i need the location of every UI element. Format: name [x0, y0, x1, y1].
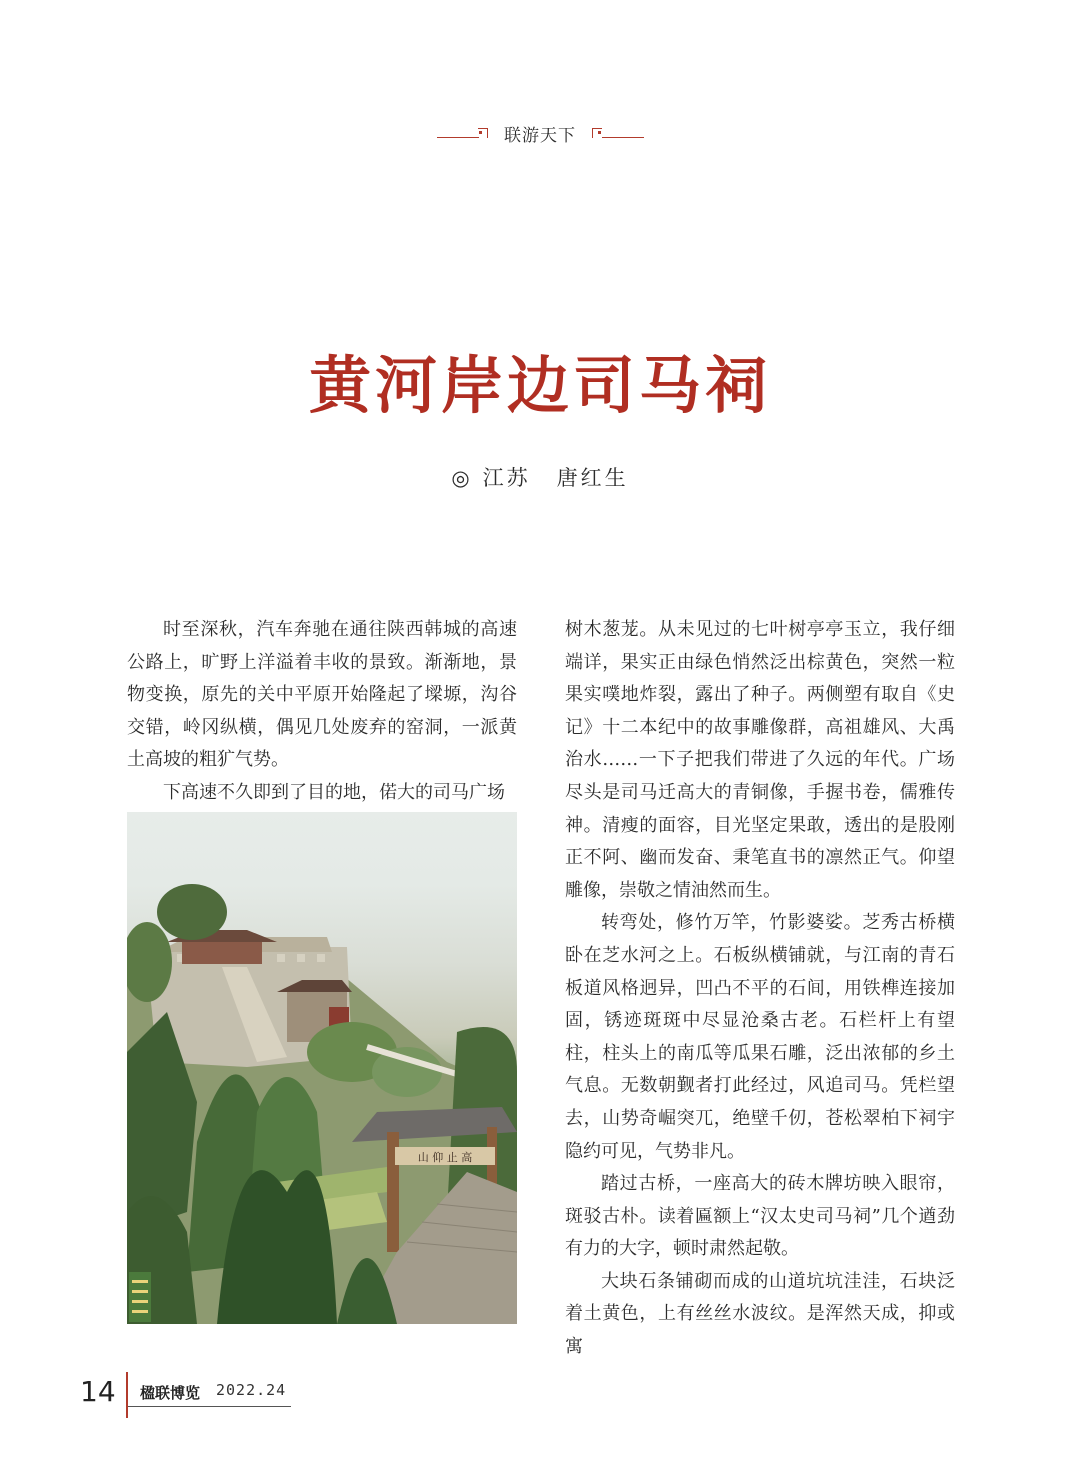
article-photo: [127, 812, 517, 1324]
section-header-left-ornament: [478, 128, 488, 138]
section-header-right-ornament: [592, 128, 602, 138]
byline-author: 唐红生: [556, 466, 629, 490]
paragraph: 下高速不久即到了目的地，偌大的司马广场: [163, 781, 505, 803]
issue-number: 2022.24: [216, 1381, 287, 1399]
right-column: [565, 614, 955, 1364]
publication-name: 楹联博览: [140, 1384, 201, 1402]
byline-region: 江苏: [482, 466, 531, 490]
left-column: [127, 614, 517, 810]
section-header: [0, 120, 1080, 150]
section-title: 联游天下: [504, 126, 576, 146]
paragraph: 树木葱茏。从未见过的七叶树亭亭玉立，我仔细端详，果实正由绿色悄然泛出棕黄色，突然一粒果实噗地炸裂，露出了种子。两侧塑有取自《史记》十二本纪中的故事雕像群，高祖雄风、大禹治水……一下子把我们带进了久远的年代。广场尽头是司马迁高大的青铜像，手握书卷，儒雅传神。清瘦的面容，目光坚定果敢，透出的是股刚正不阿、幽而发奋、秉笔直书的凛然正气。仰望雕像，崇敬之情油然而生。: [565, 619, 955, 901]
byline: [0, 462, 1080, 492]
paragraph: 大块石条铺砌而成的山道坑坑洼洼，石块泛着土黄色，上有丝丝水波纹。是浑然天成，抑或寓: [565, 1270, 955, 1358]
footer-divider: [126, 1372, 128, 1418]
page-number: 14: [80, 1375, 116, 1408]
article-title: 黄河岸边司马祠: [308, 349, 771, 422]
footer-rule: [128, 1406, 291, 1407]
temple-hillside-image: [127, 812, 517, 1324]
byline-mark: ◎: [451, 466, 473, 490]
paragraph: 转弯处，修竹万竿，竹影婆娑。芝秀古桥横卧在芝水河之上。石板纵横铺就，与江南的青石板道风格迥异，凹凸不平的石间，用铁榫连接加固，锈迹斑斑中尽显沧桑古老。石栏杆上有望柱，柱头上的南瓜等瓜果石雕，泛出浓郁的乡土气息。无数朝觐者打此经过，风追司马。凭栏望去，山势奇崛突兀，绝壁千仞，苍松翠柏下祠宇隐约可见，气势非凡。: [565, 912, 955, 1162]
paragraph: 踏过古桥，一座高大的砖木牌坊映入眼帘，斑驳古朴。读着匾额上“汉太史司马祠”几个遒劲有力的大字，顿时肃然起敬。: [565, 1173, 955, 1260]
pavilion-sign: 山 仰 止 高: [417, 1151, 473, 1164]
section-header-right-rule: [602, 137, 644, 138]
section-header-left-rule: [437, 137, 479, 138]
paragraph: 时至深秋，汽车奔驰在通往陕西韩城的高速公路上，旷野上洋溢着丰收的景致。渐渐地，景物变换，原先的关中平原开始隆起了墚塬，沟谷交错，岭冈纵横，偶见几处废弃的窑洞，一派黄土高坡的粗犷气势。: [127, 619, 517, 771]
